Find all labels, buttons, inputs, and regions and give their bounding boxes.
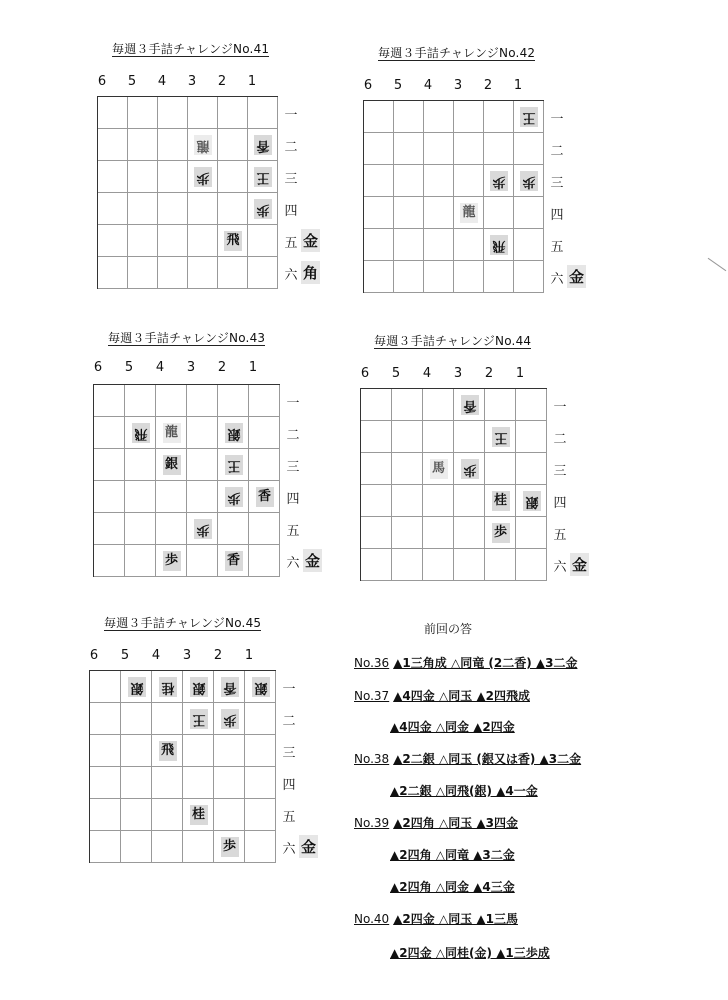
board-cell <box>245 767 276 799</box>
board-cell <box>98 193 128 225</box>
board-cell <box>183 767 214 799</box>
row-label: 四 <box>553 496 567 511</box>
board-cell <box>121 831 152 863</box>
column-label: 1 <box>247 74 257 89</box>
board-cell <box>361 453 392 485</box>
column-label: 2 <box>484 366 494 381</box>
answer-number: No.38 <box>354 752 390 766</box>
column-label: 1 <box>244 648 254 663</box>
board-cell <box>423 517 454 549</box>
shogi-piece: 馬 <box>430 459 448 479</box>
board-cell <box>125 449 156 481</box>
shogi-piece: 歩 <box>492 523 510 543</box>
board-cell <box>424 229 454 261</box>
column-label: 4 <box>422 366 432 381</box>
shogi-piece: 香 <box>461 395 479 415</box>
answer-moves: ▲2二銀 △同飛(銀) ▲4一金 <box>390 784 538 798</box>
row-label: 四 <box>286 492 300 507</box>
board-cell <box>454 101 484 133</box>
board-cell <box>90 735 121 767</box>
column-label: 4 <box>155 360 165 375</box>
shogi-piece: 龍 <box>460 203 478 223</box>
board-cell <box>485 453 516 485</box>
board-cell <box>128 97 158 129</box>
shogi-piece: 歩 <box>254 199 272 219</box>
board-cell <box>454 261 484 293</box>
shogi-piece: 銀 <box>128 677 146 697</box>
board-cell <box>249 513 280 545</box>
board-cell <box>392 389 423 421</box>
answer-line <box>390 878 515 895</box>
row-label: 四 <box>550 208 564 223</box>
board-cell <box>392 549 423 581</box>
board-cell <box>187 417 218 449</box>
board-cell <box>245 831 276 863</box>
board-cell <box>514 133 544 165</box>
shogi-piece: 歩 <box>221 837 239 857</box>
board-cell <box>152 767 183 799</box>
board-cell <box>454 165 484 197</box>
board-cell <box>361 549 392 581</box>
board-cell <box>94 513 125 545</box>
board-cell <box>152 703 183 735</box>
board-cell <box>214 767 245 799</box>
board-cell <box>156 481 187 513</box>
row-label: 六 <box>553 560 567 575</box>
board-cell <box>361 389 392 421</box>
board-cell <box>187 545 218 577</box>
board-cell <box>485 549 516 581</box>
answer-line <box>354 750 581 767</box>
board-cell <box>218 257 248 289</box>
board-cell <box>424 133 454 165</box>
board-cell <box>424 101 454 133</box>
answer-moves: ▲2四角 △同金 ▲4三金 <box>390 880 515 894</box>
board-cell <box>484 197 514 229</box>
shogi-piece: 桂 <box>159 677 177 697</box>
board-cell <box>158 161 188 193</box>
board-cell <box>392 421 423 453</box>
answers-title: 前回の答 <box>424 622 473 636</box>
board-cell <box>245 799 276 831</box>
shogi-piece: 歩 <box>163 551 181 571</box>
board-cell <box>248 97 278 129</box>
board-cell <box>121 799 152 831</box>
row-label: 四 <box>282 778 296 793</box>
column-label: 2 <box>483 78 493 93</box>
board-cell <box>454 517 485 549</box>
board-cell <box>98 161 128 193</box>
board-cell <box>158 225 188 257</box>
answer-line <box>390 718 515 735</box>
row-label: 五 <box>284 236 298 251</box>
board-cell <box>158 129 188 161</box>
column-label: 5 <box>120 648 130 663</box>
column-label: 4 <box>157 74 167 89</box>
board-cell <box>158 193 188 225</box>
board-cell <box>128 257 158 289</box>
shogi-piece: 香 <box>254 135 272 155</box>
row-label: 五 <box>282 810 296 825</box>
shogi-board <box>97 96 278 289</box>
answer-line <box>390 944 550 961</box>
answer-moves: ▲2四金 △同桂(金) ▲1三歩成 <box>390 946 550 960</box>
board-cell <box>364 165 394 197</box>
shogi-piece: 王 <box>190 709 208 729</box>
row-label: 六 <box>284 268 298 283</box>
shogi-board <box>360 388 547 581</box>
board-cell <box>158 257 188 289</box>
shogi-piece: 桂 <box>492 491 510 511</box>
puzzle-title: 毎週３手詰チャレンジNo.45 <box>104 616 262 630</box>
board-cell <box>516 549 547 581</box>
column-label: 5 <box>127 74 137 89</box>
hand-piece: 金 <box>301 229 320 252</box>
board-cell <box>188 193 218 225</box>
column-label: 6 <box>89 648 99 663</box>
board-cell <box>187 449 218 481</box>
shogi-piece: 香 <box>221 677 239 697</box>
board-cell <box>364 133 394 165</box>
board-cell <box>214 735 245 767</box>
row-label: 二 <box>550 144 564 159</box>
board-cell <box>183 735 214 767</box>
row-label: 五 <box>553 528 567 543</box>
column-label: 6 <box>93 360 103 375</box>
board-cell <box>248 257 278 289</box>
row-label: 六 <box>550 272 564 287</box>
column-label: 1 <box>515 366 525 381</box>
board-cell <box>94 417 125 449</box>
board-cell <box>245 735 276 767</box>
column-label: 4 <box>151 648 161 663</box>
board-cell <box>121 703 152 735</box>
column-label: 6 <box>363 78 373 93</box>
board-cell <box>94 449 125 481</box>
row-label: 三 <box>550 176 564 191</box>
row-label: 一 <box>550 112 564 127</box>
column-label: 2 <box>217 74 227 89</box>
board-cell <box>454 485 485 517</box>
board-cell <box>364 197 394 229</box>
shogi-piece: 香 <box>256 487 274 507</box>
board-cell <box>423 389 454 421</box>
board-cell <box>121 735 152 767</box>
board-cell <box>98 97 128 129</box>
shogi-piece: 飛 <box>490 235 508 255</box>
board-cell <box>152 831 183 863</box>
board-cell <box>423 549 454 581</box>
board-cell <box>94 481 125 513</box>
answer-moves: ▲2四角 △同竜 ▲3二金 <box>390 848 515 862</box>
hand-piece: 金 <box>299 835 318 858</box>
scan-mark <box>708 258 727 271</box>
shogi-piece: 龍 <box>194 135 212 155</box>
board-cell <box>484 133 514 165</box>
shogi-piece: 王 <box>520 107 538 127</box>
board-cell <box>424 197 454 229</box>
board-cell <box>218 385 249 417</box>
board-cell <box>128 129 158 161</box>
answer-line <box>390 782 538 799</box>
answer-moves: ▲4四金 △同玉 ▲2四飛成 <box>393 689 530 703</box>
answer-number: No.40 <box>354 912 390 926</box>
shogi-piece: 龍 <box>163 423 181 443</box>
column-label: 3 <box>187 74 197 89</box>
shogi-piece: 王 <box>492 427 510 447</box>
puzzle-title: 毎週３手詰チャレンジNo.43 <box>108 331 266 345</box>
board-cell <box>218 97 248 129</box>
board-cell <box>516 517 547 549</box>
shogi-piece: 歩 <box>490 171 508 191</box>
board-cell <box>484 101 514 133</box>
board-cell <box>245 703 276 735</box>
board-cell <box>90 799 121 831</box>
row-label: 一 <box>284 108 298 123</box>
board-cell <box>90 703 121 735</box>
board-cell <box>361 485 392 517</box>
board-cell <box>128 161 158 193</box>
shogi-piece: 飛 <box>132 423 150 443</box>
board-cell <box>214 799 245 831</box>
board-cell <box>454 229 484 261</box>
row-label: 二 <box>553 432 567 447</box>
board-cell <box>125 545 156 577</box>
board-cell <box>514 261 544 293</box>
board-cell <box>392 453 423 485</box>
board-cell <box>514 229 544 261</box>
shogi-piece: 銀 <box>190 677 208 697</box>
board-cell <box>394 229 424 261</box>
puzzle-title: 毎週３手詰チャレンジNo.44 <box>374 334 532 348</box>
column-label: 5 <box>393 78 403 93</box>
shogi-piece: 香 <box>225 551 243 571</box>
row-label: 二 <box>282 714 296 729</box>
board-cell <box>516 421 547 453</box>
shogi-board <box>363 100 544 293</box>
shogi-piece: 歩 <box>194 167 212 187</box>
answer-number: No.37 <box>354 689 390 703</box>
board-cell <box>218 129 248 161</box>
board-cell <box>424 165 454 197</box>
column-label: 5 <box>124 360 134 375</box>
shogi-piece: 銀 <box>252 677 270 697</box>
board-cell <box>423 421 454 453</box>
shogi-piece: 歩 <box>194 519 212 539</box>
board-cell <box>187 481 218 513</box>
column-label: 3 <box>453 78 463 93</box>
answer-moves: ▲1三角成 △同竜 (2二香) ▲3二金 <box>393 656 578 670</box>
board-cell <box>364 229 394 261</box>
shogi-board <box>89 670 276 863</box>
column-label: 3 <box>182 648 192 663</box>
shogi-piece: 銀 <box>163 455 181 475</box>
row-label: 三 <box>282 746 296 761</box>
board-cell <box>218 161 248 193</box>
answer-line <box>354 814 518 831</box>
row-label: 一 <box>286 396 300 411</box>
column-label: 3 <box>186 360 196 375</box>
board-cell <box>249 545 280 577</box>
board-cell <box>248 225 278 257</box>
board-cell <box>484 261 514 293</box>
shogi-board <box>93 384 280 577</box>
board-cell <box>125 481 156 513</box>
board-cell <box>394 133 424 165</box>
answer-moves: ▲2四角 △同玉 ▲3四金 <box>393 816 518 830</box>
board-cell <box>156 385 187 417</box>
hand-piece: 金 <box>570 553 589 576</box>
board-cell <box>152 799 183 831</box>
board-cell <box>249 449 280 481</box>
board-cell <box>392 485 423 517</box>
shogi-piece: 銀 <box>225 423 243 443</box>
board-cell <box>128 193 158 225</box>
board-cell <box>364 261 394 293</box>
row-label: 六 <box>286 556 300 571</box>
board-cell <box>90 671 121 703</box>
answer-moves: ▲2二銀 △同玉 (銀又は香) ▲3二金 <box>393 752 582 766</box>
answer-line <box>390 846 515 863</box>
column-label: 5 <box>391 366 401 381</box>
shogi-piece: 飛 <box>224 231 242 251</box>
puzzle-title: 毎週３手詰チャレンジNo.42 <box>378 46 536 60</box>
hand-piece: 金 <box>303 549 322 572</box>
answer-line <box>354 910 518 927</box>
board-cell <box>514 197 544 229</box>
hand-piece: 角 <box>301 261 320 284</box>
shogi-piece: 歩 <box>225 487 243 507</box>
board-cell <box>218 513 249 545</box>
board-cell <box>94 385 125 417</box>
board-cell <box>249 417 280 449</box>
board-cell <box>90 767 121 799</box>
row-label: 三 <box>286 460 300 475</box>
board-cell <box>423 485 454 517</box>
board-cell <box>454 549 485 581</box>
board-cell <box>94 545 125 577</box>
answer-number: No.36 <box>354 656 390 670</box>
shogi-piece: 飛 <box>159 741 177 761</box>
board-cell <box>188 225 218 257</box>
shogi-piece: 銀 <box>523 491 541 511</box>
board-cell <box>394 165 424 197</box>
row-label: 五 <box>550 240 564 255</box>
row-label: 二 <box>286 428 300 443</box>
board-cell <box>485 389 516 421</box>
board-cell <box>187 385 218 417</box>
board-cell <box>454 133 484 165</box>
column-label: 3 <box>453 366 463 381</box>
row-label: 六 <box>282 842 296 857</box>
board-cell <box>98 225 128 257</box>
board-cell <box>90 831 121 863</box>
board-cell <box>516 389 547 421</box>
shogi-piece: 歩 <box>520 171 538 191</box>
answer-line <box>354 654 577 671</box>
board-cell <box>188 97 218 129</box>
column-label: 1 <box>248 360 258 375</box>
shogi-piece: 歩 <box>461 459 479 479</box>
board-cell <box>98 257 128 289</box>
board-cell <box>156 513 187 545</box>
board-cell <box>183 831 214 863</box>
column-label: 4 <box>423 78 433 93</box>
row-label: 一 <box>553 400 567 415</box>
board-cell <box>394 261 424 293</box>
board-cell <box>516 453 547 485</box>
board-cell <box>364 101 394 133</box>
row-label: 三 <box>284 172 298 187</box>
board-cell <box>424 261 454 293</box>
row-label: 五 <box>286 524 300 539</box>
column-label: 2 <box>213 648 223 663</box>
answer-moves: ▲2四金 △同玉 ▲1三馬 <box>393 912 518 926</box>
answer-number: No.39 <box>354 816 390 830</box>
board-cell <box>188 257 218 289</box>
board-cell <box>218 193 248 225</box>
board-cell <box>361 517 392 549</box>
shogi-piece: 桂 <box>190 805 208 825</box>
puzzle-title: 毎週３手詰チャレンジNo.41 <box>112 42 270 56</box>
answer-moves: ▲4四金 △同金 ▲2四金 <box>390 720 515 734</box>
shogi-piece: 歩 <box>221 709 239 729</box>
hand-piece: 金 <box>567 265 586 288</box>
answer-line <box>354 687 530 704</box>
row-label: 一 <box>282 682 296 697</box>
board-cell <box>454 421 485 453</box>
board-cell <box>98 129 128 161</box>
board-cell <box>394 101 424 133</box>
board-cell <box>158 97 188 129</box>
shogi-piece: 王 <box>225 455 243 475</box>
board-cell <box>249 385 280 417</box>
board-cell <box>392 517 423 549</box>
row-label: 二 <box>284 140 298 155</box>
column-label: 1 <box>513 78 523 93</box>
board-cell <box>128 225 158 257</box>
column-label: 2 <box>217 360 227 375</box>
board-cell <box>361 421 392 453</box>
board-cell <box>125 513 156 545</box>
column-label: 6 <box>97 74 107 89</box>
board-cell <box>121 767 152 799</box>
board-cell <box>394 197 424 229</box>
row-label: 三 <box>553 464 567 479</box>
board-cell <box>125 385 156 417</box>
shogi-piece: 王 <box>254 167 272 187</box>
column-label: 6 <box>360 366 370 381</box>
row-label: 四 <box>284 204 298 219</box>
